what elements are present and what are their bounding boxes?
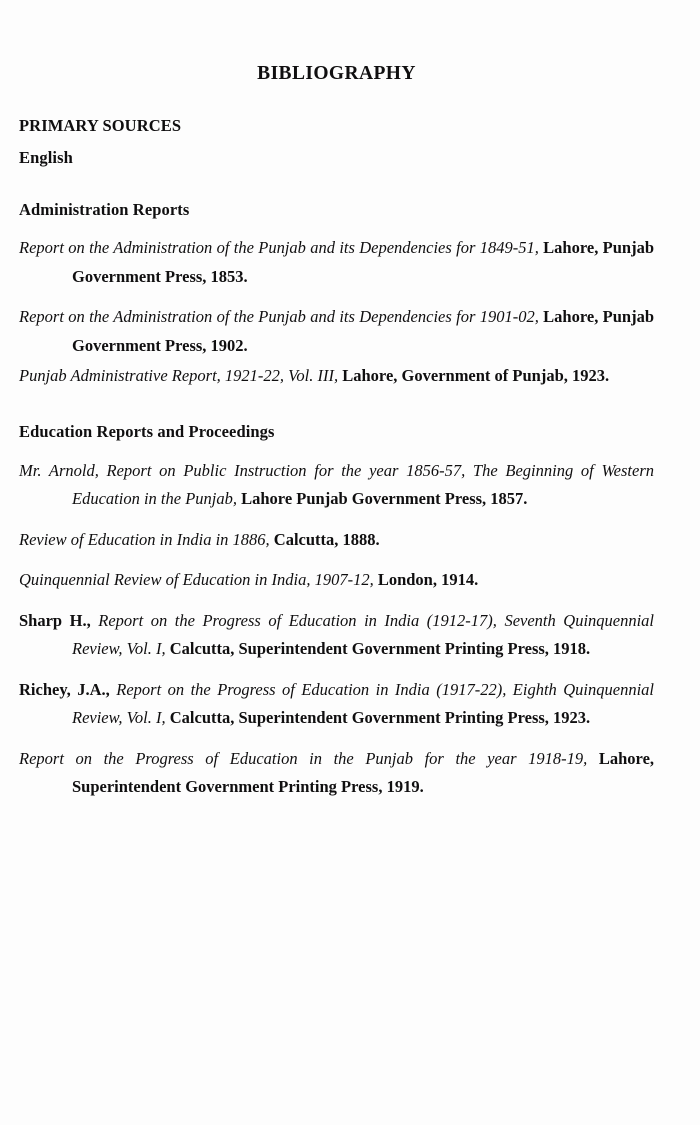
entry-publication: Lahore Punjab Government Press, 1857. <box>241 489 528 509</box>
section-heading-administration-reports: Administration Reports <box>19 199 190 219</box>
entry-title: Report on the Administration of the Punjab and its Dependencies for 1901-02, <box>19 307 539 327</box>
bibliography-entry <box>19 222 654 291</box>
bibliography-entry <box>19 360 654 391</box>
bibliography-entry <box>19 514 654 555</box>
entry-author: Sharp H., <box>19 610 91 630</box>
entry-title: Report on the Progress of Education in the Punjab for the year 1918-19, <box>19 748 588 768</box>
entry-title: Report on the Progress of Education in India (1917-22), Eighth Quinquennial Review, Vol. I, <box>72 679 654 728</box>
entry-title: Quinquennial Review of Education in India, 1907-12, <box>19 570 374 590</box>
entry-publication: Lahore, Superintendent Government Printing Press, 1919. <box>72 748 655 797</box>
entry-publication: Calcutta, Superintendent Government Printing Press, 1923. <box>169 708 591 728</box>
bibliography-entry <box>19 291 654 360</box>
bibliography-entry <box>19 554 654 595</box>
primary-sources-label: PRIMARY SOURCES <box>19 116 182 136</box>
entry-title: Report on the Administration of the Punjab and its Dependencies for 1849-51, <box>19 238 539 258</box>
bibliography-entry <box>19 664 654 733</box>
entry-author: Richey, J.A., <box>19 679 110 699</box>
bibliography-entry <box>19 733 654 802</box>
entry-publication: London, 1914. <box>377 570 479 590</box>
entry-publication: Calcutta, 1888. <box>273 529 380 549</box>
entry-publication: Lahore, Government of Punjab, 1923. <box>342 366 610 386</box>
entry-title: Report on the Progress of Education in India (1912-17), Seventh Quinquennial Review, Vol. I, <box>72 610 655 659</box>
entry-publication: Lahore, Punjab Government Press, 1853. <box>72 238 655 286</box>
language-label: English <box>19 148 73 167</box>
entry-title: Review of Education in India in 1886, <box>19 529 270 549</box>
bibliography-entry <box>19 595 654 664</box>
entry-title: Mr. Arnold, Report on Public Instruction for the year 1856-57, The Beginning of Western Education in the Punjab, <box>19 460 654 509</box>
entry-title: Punjab Administrative Report, 1921-22, Vol. III, <box>19 366 339 386</box>
page-title: BIBLIOGRAPHY <box>257 63 416 84</box>
entry-publication: Calcutta, Superintendent Government Printing Press, 1918. <box>169 639 591 659</box>
entry-publication: Lahore, Punjab Government Press, 1902. <box>72 307 655 355</box>
section-heading-education-reports: Education Reports and Proceedings <box>19 421 275 441</box>
bibliography-entry <box>19 445 654 514</box>
